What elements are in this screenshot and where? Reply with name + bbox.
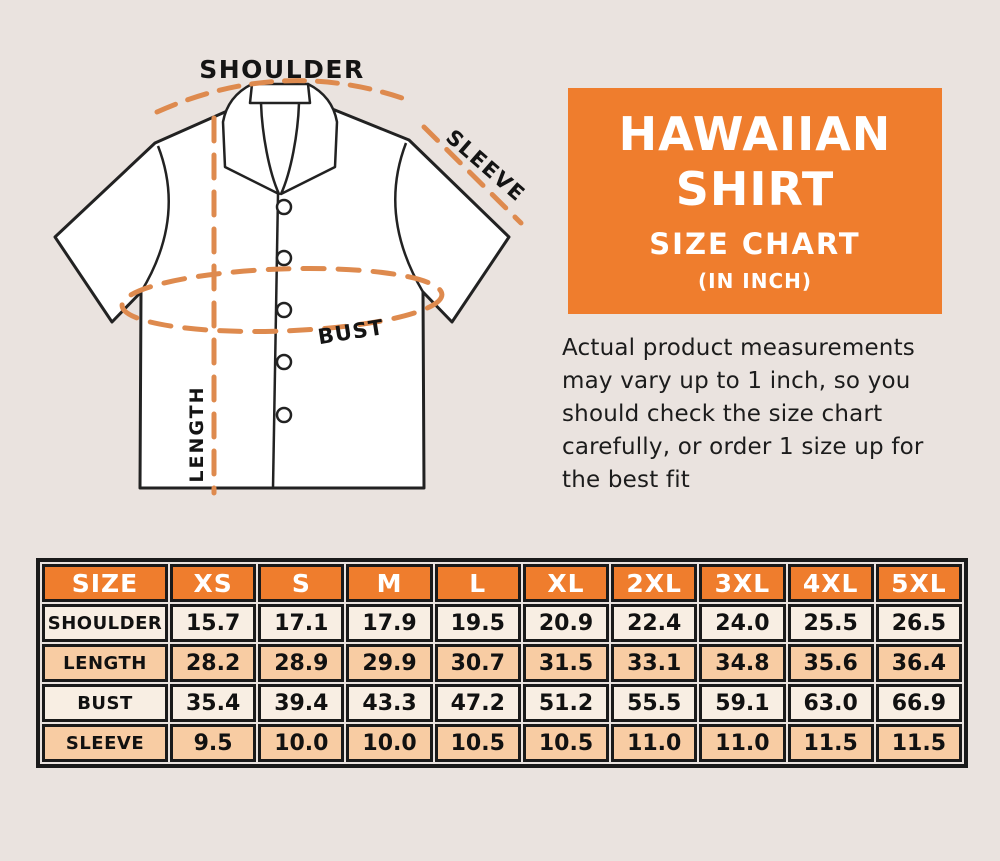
measurement-value-cell: 17.9 — [346, 604, 432, 642]
measurement-value-cell: 19.5 — [435, 604, 521, 642]
measurement-value-cell: 33.1 — [611, 644, 697, 682]
note-line: should check the size chart — [562, 401, 883, 427]
measurement-row-label: BUST — [42, 684, 168, 722]
table-row-sleeve — [42, 724, 962, 762]
measurement-value-cell: 35.4 — [170, 684, 256, 722]
measurement-value-cell: 29.9 — [346, 644, 432, 682]
product-note — [562, 332, 972, 497]
header-cell-s: S — [258, 564, 344, 602]
title-line-1: HAWAIIAN — [618, 107, 892, 161]
measurement-value-cell: 34.8 — [699, 644, 785, 682]
measurement-value-cell: 11.5 — [876, 724, 962, 762]
header-cell-m: M — [346, 564, 432, 602]
title-card — [568, 88, 942, 314]
measurement-value-cell: 11.0 — [611, 724, 697, 762]
measurement-value-cell: 10.0 — [346, 724, 432, 762]
measurement-row-label: SLEEVE — [42, 724, 168, 762]
size-table — [36, 558, 968, 768]
measurement-value-cell: 55.5 — [611, 684, 697, 722]
shirt-measurement-diagram — [0, 0, 560, 550]
title-line-2: SHIRT — [675, 162, 835, 216]
measurement-value-cell: 28.9 — [258, 644, 344, 682]
size-table-header-row — [42, 564, 962, 602]
measurement-value-cell: 63.0 — [788, 684, 874, 722]
measurement-value-cell: 51.2 — [523, 684, 609, 722]
measurement-value-cell: 43.3 — [346, 684, 432, 722]
measurement-value-cell: 28.2 — [170, 644, 256, 682]
measurement-value-cell: 47.2 — [435, 684, 521, 722]
shirt-button — [277, 200, 291, 214]
note-line: the best fit — [562, 467, 691, 493]
title-subtitle: SIZE CHART — [649, 227, 861, 261]
shirt-button — [277, 303, 291, 317]
header-cell-l: L — [435, 564, 521, 602]
measurement-value-cell: 24.0 — [699, 604, 785, 642]
measurement-value-cell: 22.4 — [611, 604, 697, 642]
length-label: LENGTH — [186, 385, 208, 483]
measurement-value-cell: 36.4 — [876, 644, 962, 682]
measurement-value-cell: 17.1 — [258, 604, 344, 642]
header-cell-4xl: 4XL — [788, 564, 874, 602]
header-cell-3xl: 3XL — [699, 564, 785, 602]
measurement-value-cell: 35.6 — [788, 644, 874, 682]
measurement-row-label: SHOULDER — [42, 604, 168, 642]
table-row-shoulder — [42, 604, 962, 642]
header-cell-2xl: 2XL — [611, 564, 697, 602]
measurement-row-label: LENGTH — [42, 644, 168, 682]
measurement-value-cell: 10.0 — [258, 724, 344, 762]
shirt-button — [277, 408, 291, 422]
measurement-value-cell: 39.4 — [258, 684, 344, 722]
shirt-button — [277, 355, 291, 369]
note-line: carefully, or order 1 size up for — [562, 434, 924, 460]
sleeve-label: SLEEVE — [441, 124, 530, 207]
measurement-value-cell: 30.7 — [435, 644, 521, 682]
measurement-value-cell: 10.5 — [435, 724, 521, 762]
table-row-length — [42, 644, 962, 682]
note-line: may vary up to 1 inch, so you — [562, 368, 911, 394]
measurement-value-cell: 20.9 — [523, 604, 609, 642]
measurement-value-cell: 59.1 — [699, 684, 785, 722]
shirt-button — [277, 251, 291, 265]
measurement-value-cell: 26.5 — [876, 604, 962, 642]
header-cell-5xl: 5XL — [876, 564, 962, 602]
header-cell-size: SIZE — [42, 564, 168, 602]
table-row-bust — [42, 684, 962, 722]
bust-label: BUST — [316, 315, 386, 350]
measurement-value-cell: 9.5 — [170, 724, 256, 762]
measurement-value-cell: 11.5 — [788, 724, 874, 762]
title-unit-note: (IN INCH) — [697, 269, 813, 293]
header-cell-xs: XS — [170, 564, 256, 602]
shoulder-label: SHOULDER — [199, 55, 365, 84]
measurement-value-cell: 25.5 — [788, 604, 874, 642]
measurement-value-cell: 11.0 — [699, 724, 785, 762]
measurement-value-cell: 10.5 — [523, 724, 609, 762]
header-cell-xl: XL — [523, 564, 609, 602]
measurement-value-cell: 66.9 — [876, 684, 962, 722]
measurement-value-cell: 15.7 — [170, 604, 256, 642]
measurement-value-cell: 31.5 — [523, 644, 609, 682]
collar-band — [250, 84, 310, 103]
note-line: Actual product measurements — [562, 335, 915, 361]
